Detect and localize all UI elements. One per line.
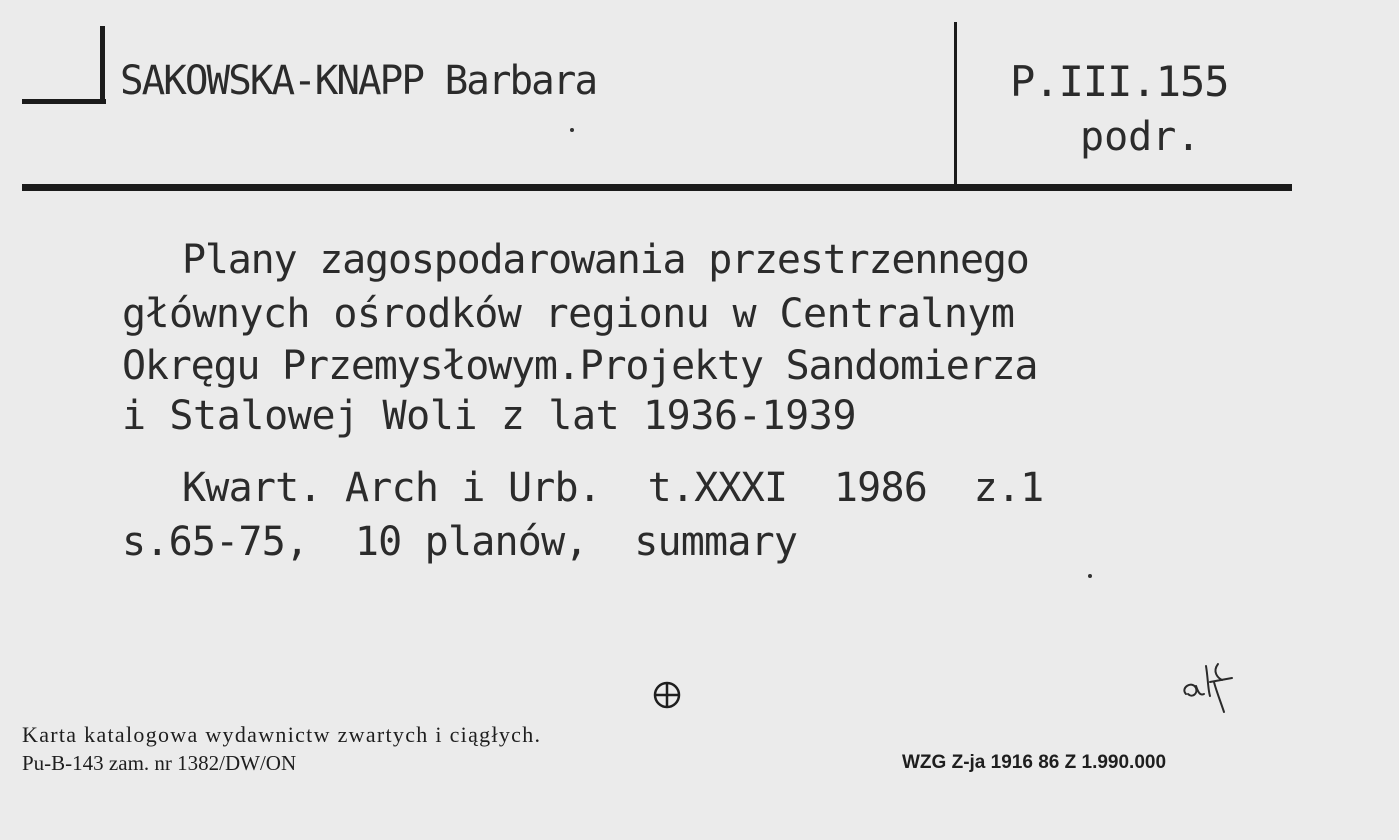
ink-dot bbox=[1088, 574, 1092, 578]
circled-cross-icon bbox=[652, 680, 682, 710]
header-divider bbox=[954, 22, 957, 188]
printer-reference: WZG Z-ja 1916 86 Z 1.990.000 bbox=[902, 752, 1167, 773]
shelfmark: P.III.155 bbox=[1010, 57, 1229, 106]
order-reference: Pu-B-143 zam. nr 1382/DW/ON bbox=[22, 751, 297, 775]
source-line-1: Kwart. Arch i Urb. t.XXXI 1986 z.1 bbox=[182, 465, 1044, 511]
author-heading: SAKOWSKA-KNAPP Barbara bbox=[120, 58, 597, 104]
title-line-2: głównych ośrodków regionu w Centralnym bbox=[122, 291, 1015, 337]
ink-dot bbox=[570, 128, 574, 132]
card-type-label: Karta katalogowa wydawnictw zwartych i ciągłych. bbox=[22, 722, 542, 747]
handwritten-note bbox=[1178, 660, 1248, 716]
title-line-1: Plany zagospodarowania przestrzennego bbox=[182, 237, 1029, 283]
source-line-2: s.65-75, 10 planów, summary bbox=[122, 519, 798, 565]
corner-bracket-horizontal bbox=[22, 99, 106, 104]
header-rule bbox=[22, 184, 1292, 191]
shelfmark-note: podr. bbox=[1080, 114, 1201, 160]
corner-bracket-vertical bbox=[100, 26, 105, 104]
title-line-3: Okręgu Przemysłowym.Projekty Sandomierza bbox=[122, 343, 1038, 389]
title-line-4: i Stalowej Woli z lat 1936-1939 bbox=[122, 393, 857, 439]
